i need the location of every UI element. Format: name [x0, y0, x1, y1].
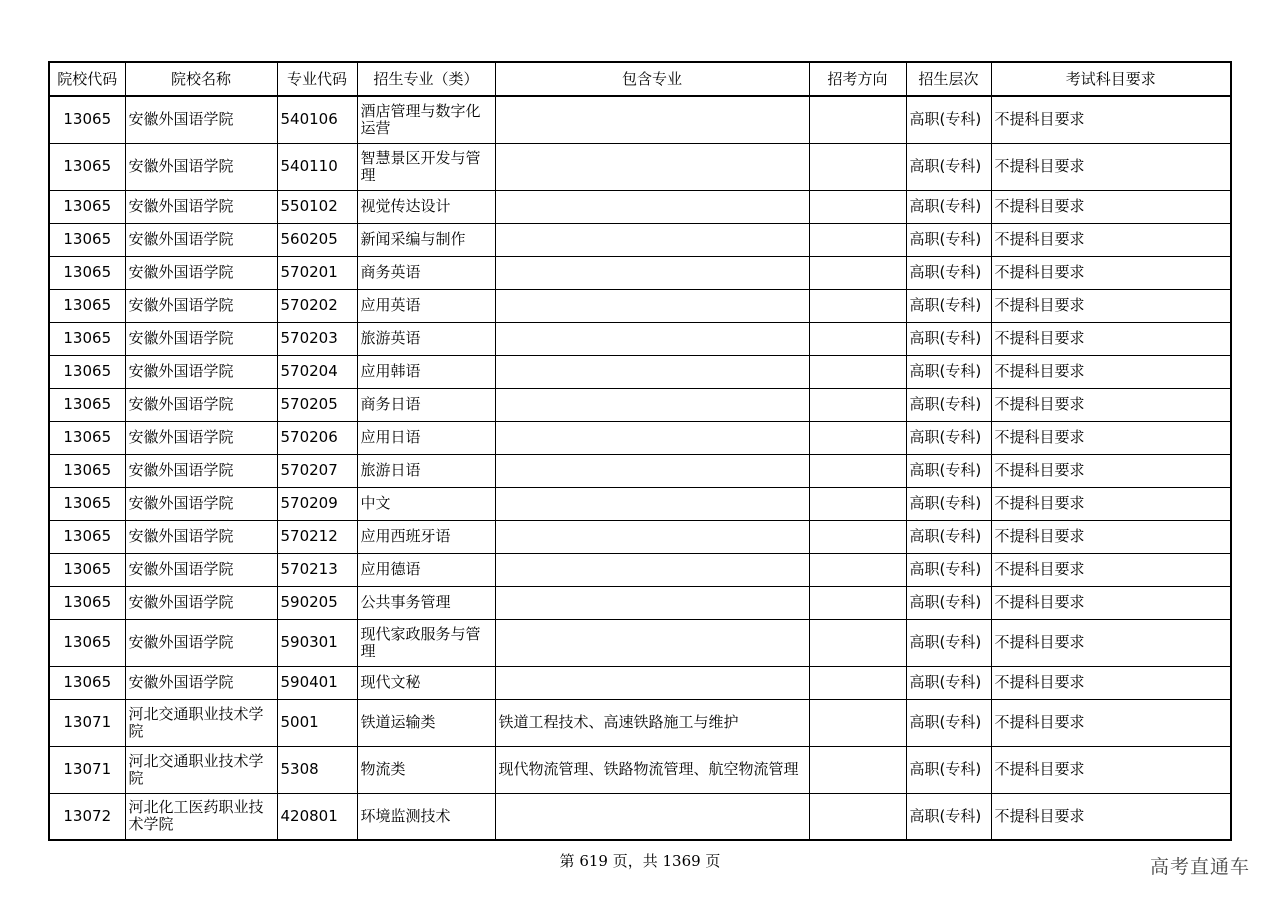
cell-direction: [809, 746, 906, 793]
cell-school-code: 13071: [49, 746, 125, 793]
cell-school-code: 13065: [49, 388, 125, 421]
cell-major-code: 590205: [277, 586, 357, 619]
cell-school-name: 安徽外国语学院: [125, 190, 277, 223]
cell-included-majors: 铁道工程技术、高速铁路施工与维护: [495, 699, 809, 746]
table-row: [49, 619, 1231, 666]
cell-major-code: 420801: [277, 793, 357, 840]
cell-school-code: 13065: [49, 322, 125, 355]
cell-school-name: 安徽外国语学院: [125, 388, 277, 421]
cell-included-majors: [495, 619, 809, 666]
cell-major-code: 540106: [277, 96, 357, 143]
table-row: [49, 520, 1231, 553]
cell-direction: [809, 793, 906, 840]
cell-level: 高职(专科): [906, 256, 991, 289]
admissions-table-container: [48, 61, 1232, 841]
table-header-row: [49, 62, 1231, 96]
table-row: [49, 553, 1231, 586]
header-major-name: 招生专业（类）: [357, 62, 495, 96]
admissions-table: [48, 61, 1232, 841]
cell-included-majors: [495, 223, 809, 256]
cell-major-name: 环境监测技术: [357, 793, 495, 840]
cell-included-majors: [495, 143, 809, 190]
cell-included-majors: [495, 96, 809, 143]
cell-school-name: 安徽外国语学院: [125, 520, 277, 553]
cell-included-majors: [495, 454, 809, 487]
cell-subject-requirement: 不提科目要求: [991, 793, 1231, 840]
cell-direction: [809, 619, 906, 666]
cell-subject-requirement: 不提科目要求: [991, 454, 1231, 487]
cell-level: 高职(专科): [906, 322, 991, 355]
cell-major-name: 现代文秘: [357, 666, 495, 699]
table-row: [49, 421, 1231, 454]
cell-included-majors: [495, 355, 809, 388]
cell-school-name: 安徽外国语学院: [125, 421, 277, 454]
cell-major-code: 550102: [277, 190, 357, 223]
header-direction: 招考方向: [809, 62, 906, 96]
cell-included-majors: [495, 289, 809, 322]
cell-major-code: 590301: [277, 619, 357, 666]
cell-direction: [809, 553, 906, 586]
cell-subject-requirement: 不提科目要求: [991, 322, 1231, 355]
cell-level: 高职(专科): [906, 223, 991, 256]
cell-school-code: 13065: [49, 256, 125, 289]
table-row: [49, 746, 1231, 793]
cell-subject-requirement: 不提科目要求: [991, 388, 1231, 421]
cell-level: 高职(专科): [906, 586, 991, 619]
cell-level: 高职(专科): [906, 388, 991, 421]
cell-major-code: 540110: [277, 143, 357, 190]
cell-school-name: 安徽外国语学院: [125, 619, 277, 666]
cell-major-code: 560205: [277, 223, 357, 256]
header-included-majors: 包含专业: [495, 62, 809, 96]
cell-school-name: 安徽外国语学院: [125, 143, 277, 190]
cell-direction: [809, 487, 906, 520]
cell-subject-requirement: 不提科目要求: [991, 487, 1231, 520]
cell-direction: [809, 223, 906, 256]
cell-included-majors: [495, 666, 809, 699]
cell-major-code: 570209: [277, 487, 357, 520]
cell-major-name: 旅游英语: [357, 322, 495, 355]
cell-major-name: 新闻采编与制作: [357, 223, 495, 256]
cell-subject-requirement: 不提科目要求: [991, 666, 1231, 699]
header-subject-requirement: 考试科目要求: [991, 62, 1231, 96]
cell-level: 高职(专科): [906, 746, 991, 793]
cell-school-name: 河北交通职业技术学院: [125, 699, 277, 746]
cell-school-name: 安徽外国语学院: [125, 666, 277, 699]
cell-major-code: 570201: [277, 256, 357, 289]
cell-subject-requirement: 不提科目要求: [991, 289, 1231, 322]
cell-level: 高职(专科): [906, 355, 991, 388]
cell-direction: [809, 256, 906, 289]
cell-major-name: 应用西班牙语: [357, 520, 495, 553]
header-school-name: 院校名称: [125, 62, 277, 96]
cell-major-name: 公共事务管理: [357, 586, 495, 619]
cell-school-code: 13065: [49, 190, 125, 223]
cell-school-name: 河北交通职业技术学院: [125, 746, 277, 793]
table-row: [49, 289, 1231, 322]
cell-school-code: 13065: [49, 96, 125, 143]
cell-major-code: 570203: [277, 322, 357, 355]
cell-subject-requirement: 不提科目要求: [991, 96, 1231, 143]
cell-level: 高职(专科): [906, 619, 991, 666]
table-row: [49, 355, 1231, 388]
cell-included-majors: [495, 421, 809, 454]
table-row: [49, 487, 1231, 520]
cell-major-code: 5308: [277, 746, 357, 793]
cell-included-majors: [495, 793, 809, 840]
cell-school-code: 13065: [49, 454, 125, 487]
cell-school-name: 安徽外国语学院: [125, 256, 277, 289]
cell-subject-requirement: 不提科目要求: [991, 699, 1231, 746]
cell-major-code: 570213: [277, 553, 357, 586]
table-row: [49, 96, 1231, 143]
cell-major-name: 旅游日语: [357, 454, 495, 487]
cell-direction: [809, 666, 906, 699]
cell-school-code: 13072: [49, 793, 125, 840]
cell-major-name: 物流类: [357, 746, 495, 793]
cell-major-code: 570204: [277, 355, 357, 388]
cell-included-majors: [495, 487, 809, 520]
cell-direction: [809, 96, 906, 143]
table-row: [49, 322, 1231, 355]
cell-major-code: 570205: [277, 388, 357, 421]
cell-included-majors: [495, 388, 809, 421]
cell-school-code: 13065: [49, 289, 125, 322]
cell-major-name: 现代家政服务与管理: [357, 619, 495, 666]
cell-school-code: 13065: [49, 487, 125, 520]
cell-subject-requirement: 不提科目要求: [991, 520, 1231, 553]
cell-level: 高职(专科): [906, 553, 991, 586]
cell-school-code: 13065: [49, 520, 125, 553]
cell-school-code: 13065: [49, 586, 125, 619]
cell-major-name: 应用日语: [357, 421, 495, 454]
cell-major-name: 智慧景区开发与管理: [357, 143, 495, 190]
cell-level: 高职(专科): [906, 666, 991, 699]
table-row: [49, 143, 1231, 190]
cell-subject-requirement: 不提科目要求: [991, 256, 1231, 289]
cell-level: 高职(专科): [906, 793, 991, 840]
watermark-text: 高考直通车: [1149, 856, 1250, 878]
cell-school-code: 13065: [49, 143, 125, 190]
cell-school-name: 安徽外国语学院: [125, 454, 277, 487]
cell-direction: [809, 190, 906, 223]
cell-subject-requirement: 不提科目要求: [991, 746, 1231, 793]
cell-included-majors: [495, 586, 809, 619]
cell-subject-requirement: 不提科目要求: [991, 223, 1231, 256]
cell-school-code: 13065: [49, 355, 125, 388]
header-level: 招生层次: [906, 62, 991, 96]
table-row: [49, 666, 1231, 699]
table-row: [49, 223, 1231, 256]
cell-direction: [809, 355, 906, 388]
cell-included-majors: [495, 190, 809, 223]
cell-level: 高职(专科): [906, 421, 991, 454]
cell-major-name: 视觉传达设计: [357, 190, 495, 223]
cell-level: 高职(专科): [906, 96, 991, 143]
cell-major-code: 570212: [277, 520, 357, 553]
table-row: [49, 586, 1231, 619]
table-row: [49, 190, 1231, 223]
cell-school-code: 13065: [49, 223, 125, 256]
cell-included-majors: [495, 322, 809, 355]
cell-direction: [809, 388, 906, 421]
table-row: [49, 256, 1231, 289]
cell-school-code: 13065: [49, 421, 125, 454]
cell-school-name: 安徽外国语学院: [125, 487, 277, 520]
cell-direction: [809, 586, 906, 619]
cell-major-name: 应用韩语: [357, 355, 495, 388]
cell-major-code: 570206: [277, 421, 357, 454]
cell-subject-requirement: 不提科目要求: [991, 421, 1231, 454]
page-number: 第 619 页，共 1369 页: [559, 852, 721, 870]
cell-major-code: 590401: [277, 666, 357, 699]
cell-level: 高职(专科): [906, 520, 991, 553]
cell-included-majors: 现代物流管理、铁路物流管理、航空物流管理: [495, 746, 809, 793]
cell-school-name: 安徽外国语学院: [125, 223, 277, 256]
cell-subject-requirement: 不提科目要求: [991, 553, 1231, 586]
cell-level: 高职(专科): [906, 454, 991, 487]
cell-subject-requirement: 不提科目要求: [991, 619, 1231, 666]
cell-level: 高职(专科): [906, 699, 991, 746]
cell-included-majors: [495, 553, 809, 586]
cell-school-name: 安徽外国语学院: [125, 586, 277, 619]
table-row: [49, 388, 1231, 421]
table-row: [49, 454, 1231, 487]
cell-school-name: 安徽外国语学院: [125, 553, 277, 586]
cell-level: 高职(专科): [906, 190, 991, 223]
cell-level: 高职(专科): [906, 143, 991, 190]
header-school-code: 院校代码: [49, 62, 125, 96]
cell-major-code: 570207: [277, 454, 357, 487]
cell-direction: [809, 143, 906, 190]
cell-major-name: 酒店管理与数字化运营: [357, 96, 495, 143]
cell-major-code: 570202: [277, 289, 357, 322]
cell-level: 高职(专科): [906, 487, 991, 520]
cell-major-name: 商务日语: [357, 388, 495, 421]
cell-direction: [809, 289, 906, 322]
table-row: [49, 699, 1231, 746]
cell-direction: [809, 520, 906, 553]
cell-included-majors: [495, 520, 809, 553]
cell-school-name: 安徽外国语学院: [125, 289, 277, 322]
cell-major-name: 应用德语: [357, 553, 495, 586]
header-major-code: 专业代码: [277, 62, 357, 96]
cell-major-name: 应用英语: [357, 289, 495, 322]
cell-school-name: 河北化工医药职业技术学院: [125, 793, 277, 840]
cell-direction: [809, 421, 906, 454]
cell-major-name: 中文: [357, 487, 495, 520]
cell-level: 高职(专科): [906, 289, 991, 322]
cell-subject-requirement: 不提科目要求: [991, 355, 1231, 388]
cell-school-code: 13071: [49, 699, 125, 746]
cell-subject-requirement: 不提科目要求: [991, 143, 1231, 190]
cell-major-name: 铁道运输类: [357, 699, 495, 746]
cell-major-name: 商务英语: [357, 256, 495, 289]
cell-direction: [809, 322, 906, 355]
cell-major-code: 5001: [277, 699, 357, 746]
cell-school-name: 安徽外国语学院: [125, 322, 277, 355]
cell-direction: [809, 699, 906, 746]
cell-school-name: 安徽外国语学院: [125, 96, 277, 143]
cell-school-code: 13065: [49, 666, 125, 699]
cell-school-code: 13065: [49, 619, 125, 666]
cell-school-code: 13065: [49, 553, 125, 586]
cell-direction: [809, 454, 906, 487]
cell-school-name: 安徽外国语学院: [125, 355, 277, 388]
cell-subject-requirement: 不提科目要求: [991, 586, 1231, 619]
table-row: [49, 793, 1231, 840]
cell-included-majors: [495, 256, 809, 289]
cell-subject-requirement: 不提科目要求: [991, 190, 1231, 223]
